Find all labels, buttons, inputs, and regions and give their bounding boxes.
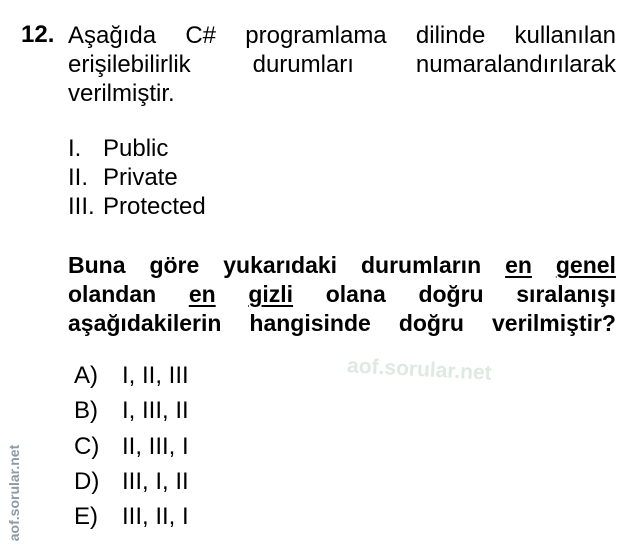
stem-line: [68, 21, 616, 50]
prompt-word: doğru: [398, 310, 464, 336]
option-letter: A): [74, 362, 98, 389]
stem-word: programlama: [245, 22, 387, 49]
stem-word: erişilebilirlik: [68, 51, 191, 78]
stem-word: verilmiştir.: [68, 80, 175, 107]
answer-option[interactable]: [74, 502, 189, 532]
stem-line: [68, 79, 616, 108]
prompt-word: hangisinde: [249, 310, 371, 336]
item-roman: II.: [68, 164, 89, 191]
watermark-side: aof.sorular.net: [6, 444, 22, 542]
stem-word: numaralandırılarak: [415, 51, 616, 78]
prompt-word: verilmiştir?: [491, 310, 616, 336]
prompt-line: [68, 309, 616, 338]
emphasis-word: en: [505, 252, 532, 278]
stem-word: dilinde: [415, 22, 486, 49]
emphasis-word: en: [188, 281, 216, 307]
option-text: I, II, III: [122, 362, 189, 389]
item-text: Protected: [103, 193, 206, 220]
answer-option[interactable]: [74, 432, 189, 462]
prompt-word: yukarıdaki: [223, 252, 338, 278]
prompt-word: doğru: [418, 281, 484, 307]
answer-option[interactable]: [74, 361, 189, 391]
stem-word: kullanılan: [514, 22, 616, 49]
item-roman: III.: [68, 193, 95, 220]
answer-option[interactable]: [74, 396, 189, 426]
option-letter: E): [74, 503, 98, 531]
option-text: I, III, II: [122, 397, 189, 425]
option-letter: B): [74, 397, 98, 425]
prompt-line: [68, 251, 616, 280]
answer-option[interactable]: [74, 467, 189, 497]
stem-word: C#: [185, 22, 217, 49]
prompt-word: göre: [149, 252, 200, 278]
stem-word: Aşağıda: [68, 22, 157, 49]
stem-line: [68, 50, 616, 79]
stem-word: durumları: [252, 51, 354, 78]
emphasis-word: genel: [555, 252, 616, 278]
option-letter: D): [74, 467, 100, 495]
option-text: III, II, I: [122, 503, 189, 531]
item-roman: I.: [68, 135, 82, 162]
list-item: [68, 192, 206, 221]
item-text: Private: [103, 164, 178, 191]
option-text: II, III, I: [122, 432, 189, 460]
option-letter: C): [74, 432, 100, 460]
emphasis-word: gizli: [248, 281, 294, 307]
prompt-word: sıralanışı: [516, 281, 616, 307]
list-item: [68, 163, 178, 192]
prompt-word: olana: [325, 281, 386, 307]
item-text: Public: [103, 135, 169, 162]
question-number: 12.: [21, 21, 55, 48]
prompt-word: durumların: [361, 252, 482, 278]
prompt-word: olandan: [68, 281, 157, 307]
watermark-center: aof.sorular.net: [346, 354, 493, 385]
prompt-line: [68, 280, 616, 309]
option-text: III, I, II: [122, 467, 189, 495]
list-item: [68, 134, 168, 163]
prompt-word: Buna: [68, 252, 126, 278]
prompt-word: aşağıdakilerin: [68, 310, 222, 336]
